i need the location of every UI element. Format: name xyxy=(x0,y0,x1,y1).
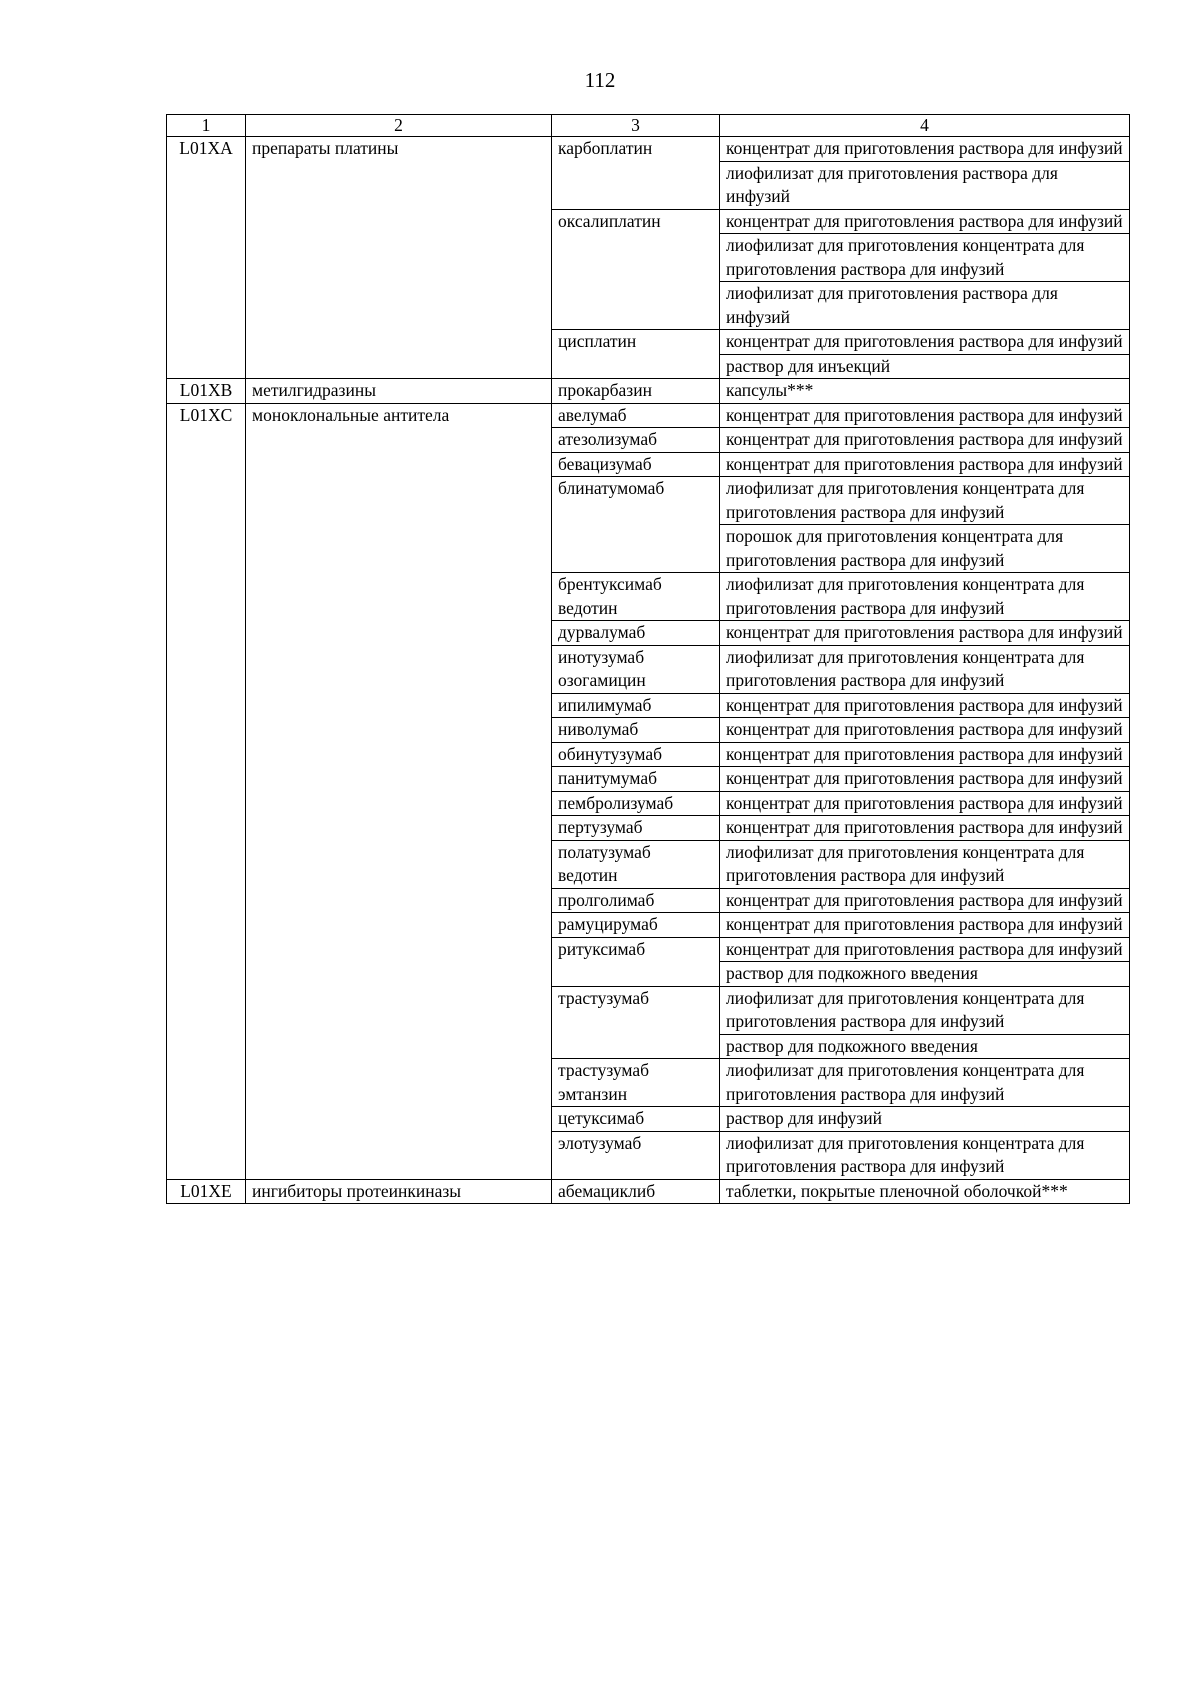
drug-name-cell: пролголимаб xyxy=(552,888,720,913)
atc-code-cell: L01XE xyxy=(167,1179,246,1204)
dosage-form-cell: концентрат для приготовления раствора для инфузий xyxy=(720,913,1130,938)
drug-name-cell: дурвалумаб xyxy=(552,621,720,646)
drug-name-cell: блинатумомаб xyxy=(552,477,720,573)
dosage-form-cell: концентрат для приготовления раствора для инфузий xyxy=(720,137,1130,162)
drug-name-cell: полатузумаб ведотин xyxy=(552,840,720,888)
dosage-form-cell: раствор для подкожного введения xyxy=(720,1034,1130,1059)
drug-name-cell: ниволумаб xyxy=(552,718,720,743)
dosage-form-cell: капсулы*** xyxy=(720,379,1130,404)
header-col-3: 3 xyxy=(552,115,720,137)
dosage-form-cell: раствор для инфузий xyxy=(720,1107,1130,1132)
dosage-form-cell: концентрат для приготовления раствора для инфузий xyxy=(720,621,1130,646)
header-col-4: 4 xyxy=(720,115,1130,137)
drug-name-cell: панитумумаб xyxy=(552,767,720,792)
dosage-form-cell: раствор для подкожного введения xyxy=(720,962,1130,987)
drug-name-cell: ипилимумаб xyxy=(552,693,720,718)
drug-name-cell: абемациклиб xyxy=(552,1179,720,1204)
dosage-form-cell: лиофилизат для приготовления концентрата для приготовления раствора для инфузий xyxy=(720,1131,1130,1179)
dosage-form-cell: концентрат для приготовления раствора для инфузий xyxy=(720,209,1130,234)
dosage-form-cell: лиофилизат для приготовления концентрата для приготовления раствора для инфузий xyxy=(720,1059,1130,1107)
dosage-form-cell: концентрат для приготовления раствора для инфузий xyxy=(720,452,1130,477)
dosage-form-cell: концентрат для приготовления раствора для инфузий xyxy=(720,693,1130,718)
drug-name-cell: пертузумаб xyxy=(552,816,720,841)
dosage-form-cell: лиофилизат для приготовления концентрата для приготовления раствора для инфузий xyxy=(720,840,1130,888)
dosage-form-cell: концентрат для приготовления раствора для инфузий xyxy=(720,330,1130,355)
drug-name-cell: прокарбазин xyxy=(552,379,720,404)
drug-name-cell: брентуксимаб ведотин xyxy=(552,573,720,621)
drug-name-cell: элотузумаб xyxy=(552,1131,720,1179)
group-name-cell: моноклональные антитела xyxy=(246,403,552,1179)
dosage-form-cell: концентрат для приготовления раствора для инфузий xyxy=(720,428,1130,453)
dosage-form-cell: лиофилизат для приготовления концентрата для приготовления раствора для инфузий xyxy=(720,573,1130,621)
dosage-form-cell: лиофилизат для приготовления концентрата для приготовления раствора для инфузий xyxy=(720,645,1130,693)
drug-name-cell: трастузумаб xyxy=(552,986,720,1059)
dosage-form-cell: концентрат для приготовления раствора для инфузий xyxy=(720,742,1130,767)
page-number: 112 xyxy=(584,68,616,92)
dosage-form-cell: порошок для приготовления концентрата для приготовления раствора для инфузий xyxy=(720,525,1130,573)
drug-name-cell: рамуцирумаб xyxy=(552,913,720,938)
drug-name-cell: авелумаб xyxy=(552,403,720,428)
dosage-form-cell: лиофилизат для приготовления концентрата для приготовления раствора для инфузий xyxy=(720,234,1130,282)
dosage-form-cell: лиофилизат для приготовления раствора для инфузий xyxy=(720,161,1130,209)
atc-code-cell: L01XC xyxy=(167,403,246,1179)
drug-name-cell: карбоплатин xyxy=(552,137,720,210)
dosage-form-cell: концентрат для приготовления раствора для инфузий xyxy=(720,718,1130,743)
dosage-form-cell: лиофилизат для приготовления раствора для инфузий xyxy=(720,282,1130,330)
table-row xyxy=(167,1179,1130,1204)
table-body xyxy=(167,137,1130,1204)
group-name-cell: метилгидразины xyxy=(246,379,552,404)
dosage-form-cell: лиофилизат для приготовления концентрата для приготовления раствора для инфузий xyxy=(720,477,1130,525)
dosage-form-cell: раствор для инъекций xyxy=(720,354,1130,379)
dosage-form-cell: концентрат для приготовления раствора для инфузий xyxy=(720,888,1130,913)
header-row xyxy=(167,115,1130,137)
group-name-cell: ингибиторы протеинкиназы xyxy=(246,1179,552,1204)
table-header xyxy=(167,115,1130,137)
dosage-form-cell: концентрат для приготовления раствора для инфузий xyxy=(720,767,1130,792)
header-col-2: 2 xyxy=(246,115,552,137)
drug-name-cell: ритуксимаб xyxy=(552,937,720,986)
atc-code-cell: L01XA xyxy=(167,137,246,379)
drug-name-cell: атезолизумаб xyxy=(552,428,720,453)
drug-name-cell: бевацизумаб xyxy=(552,452,720,477)
dosage-form-cell: концентрат для приготовления раствора для инфузий xyxy=(720,403,1130,428)
drug-name-cell: оксалиплатин xyxy=(552,209,720,330)
drug-table xyxy=(166,114,1130,1204)
drug-name-cell: инотузумаб озогамицин xyxy=(552,645,720,693)
table-row xyxy=(167,137,1130,162)
drug-name-cell: цетуксимаб xyxy=(552,1107,720,1132)
drug-name-cell: трастузумаб эмтанзин xyxy=(552,1059,720,1107)
dosage-form-cell: концентрат для приготовления раствора для инфузий xyxy=(720,791,1130,816)
drug-name-cell: цисплатин xyxy=(552,330,720,379)
table-row xyxy=(167,379,1130,404)
dosage-form-cell: таблетки, покрытые пленочной оболочкой*** xyxy=(720,1179,1130,1204)
dosage-form-cell: концентрат для приготовления раствора для инфузий xyxy=(720,937,1130,962)
drug-name-cell: пембролизумаб xyxy=(552,791,720,816)
group-name-cell: препараты платины xyxy=(246,137,552,379)
atc-code-cell: L01XB xyxy=(167,379,246,404)
dosage-form-cell: концентрат для приготовления раствора для инфузий xyxy=(720,816,1130,841)
header-col-1: 1 xyxy=(167,115,246,137)
drug-name-cell: обинутузумаб xyxy=(552,742,720,767)
dosage-form-cell: лиофилизат для приготовления концентрата для приготовления раствора для инфузий xyxy=(720,986,1130,1034)
table-row xyxy=(167,403,1130,428)
